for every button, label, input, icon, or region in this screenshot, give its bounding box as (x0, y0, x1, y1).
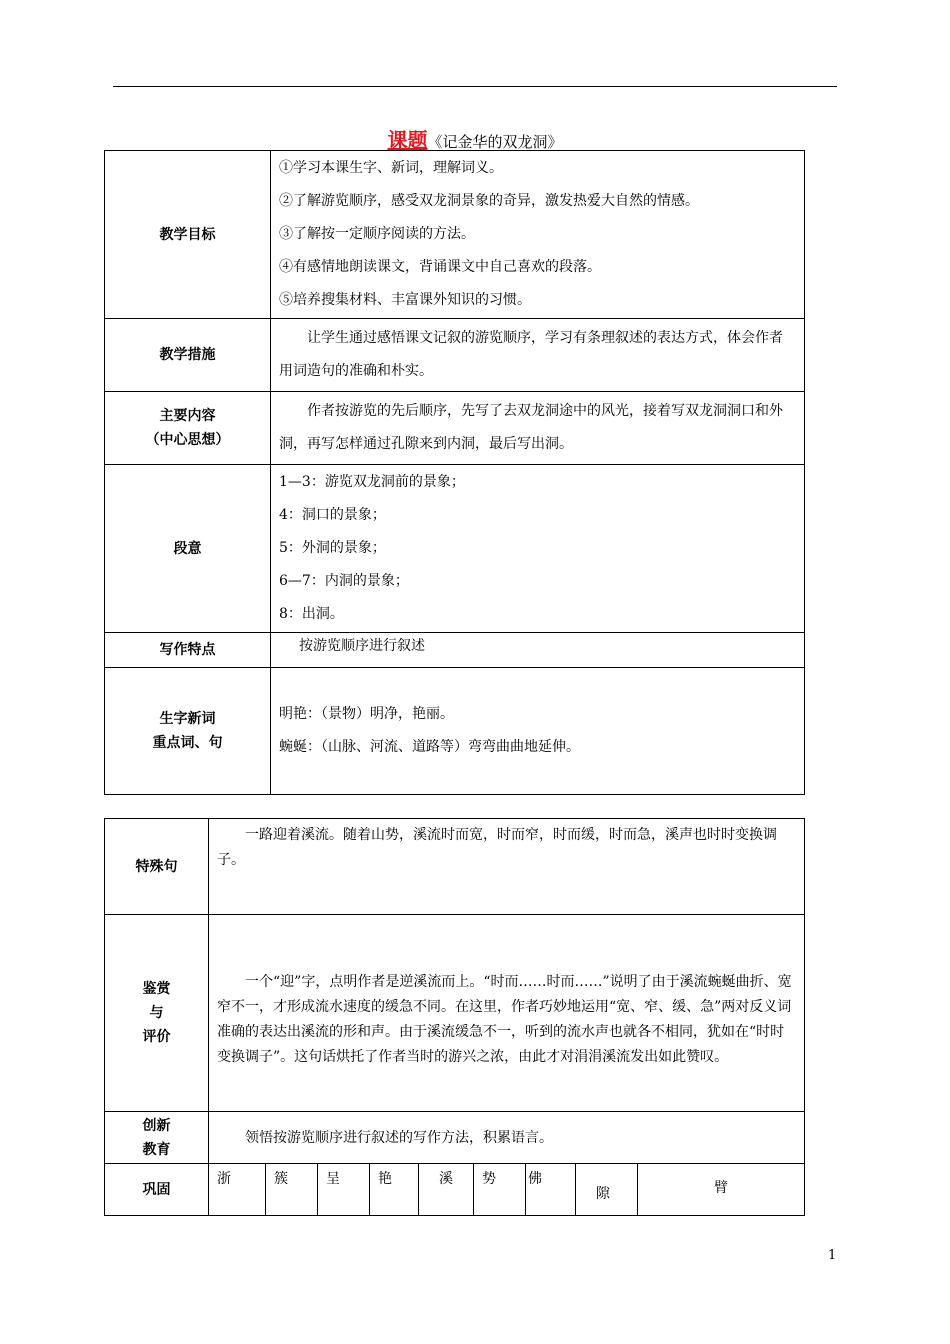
appreciation-text: 一个“迎”字，点明作者是逆溪流而上。“时而……时而……”说明了由于溪流蜿蜒曲折、宽窄不一，才形成流水速度的缓急不同。在这里，作者巧妙地运用“宽、窄、缓、急”两对反义词准确的表达出溪流的形和声。由于溪流缓急不一，听到的流水声也就各不相同，犹如在“时时变换调子”。这句话烘托了作者当时的游兴之浓，由此才对涓涓溪流发出如此赞叹。 (217, 974, 792, 1065)
goal-item: ⑤培养搜集材料、丰富课外知识的习惯。 (279, 292, 531, 308)
writing-text: 按游览顺序进行叙述 (299, 638, 425, 654)
words-list (271, 668, 805, 795)
special-text: 一路迎着溪流。随着山势，溪流时而宽，时而窄，时而缓，时而急，溪声也时时变换调子。 (217, 827, 777, 868)
paragraphs-list (271, 465, 805, 633)
appreciation-label-1: 鉴赏 (142, 981, 171, 997)
title-text: 《记金华的双龙洞》 (427, 133, 563, 151)
appreciation-label (105, 915, 209, 1112)
measures-label: 教学措施 (105, 319, 271, 392)
words-label-2: 重点词、句 (152, 735, 223, 751)
main-content-label-1: 主要内容 (159, 408, 216, 424)
innovation-label (105, 1112, 209, 1164)
innovation-label-2: 教育 (142, 1141, 171, 1158)
appreciation-label-2: 与 (149, 1005, 164, 1021)
goal-item: ④有感情地朗读课文，背诵课文中自己喜欢的段落。 (279, 259, 601, 275)
words-label (105, 668, 271, 795)
goal-item: ③了解按一定顺序阅读的方法。 (279, 226, 475, 242)
lesson-plan-table (104, 150, 805, 795)
writing-label: 写作特点 (105, 633, 271, 668)
paragraph-item: 5：外洞的景象； (279, 540, 386, 556)
appreciation-row (105, 915, 805, 1112)
title-prefix: 课题 (387, 128, 428, 152)
word-item: 蜿蜒：（山脉、河流、道路等）弯弯曲曲地延伸。 (279, 739, 580, 755)
paragraph-item: 1—3：游览双龙洞前的景象； (279, 474, 465, 490)
paragraph-item: 8：出洞。 (279, 606, 344, 622)
consolidate-label: 巩固 (105, 1164, 209, 1216)
word-item: 明艳：（景物）明净，艳丽。 (279, 706, 454, 722)
paragraph-item: 6—7：内洞的景象； (279, 573, 409, 589)
lesson-title (0, 124, 950, 153)
page-number: 1 (828, 1248, 837, 1263)
appreciation-table (104, 818, 805, 1216)
goal-item: ①学习本课生字、新词，理解词义。 (279, 160, 503, 176)
consolidate-char: 隙 (576, 1164, 638, 1216)
consolidate-char: 溪 (419, 1164, 474, 1216)
paragraph-item: 4：洞口的景象； (279, 507, 386, 523)
innovation-label-1: 创新 (142, 1117, 171, 1134)
consolidate-char: 簇 (266, 1164, 318, 1216)
consolidate-char: 佛 (526, 1164, 576, 1216)
measures-row (105, 319, 805, 392)
main-content-row (105, 392, 805, 465)
measures-text: 让学生通过感悟课文记叙的游览顺序，学习有条理叙述的表达方式，体会作者用词造句的准确和朴实。 (279, 330, 783, 379)
innovation-text: 领悟按游览顺序进行叙述的写作方法，积累语言。 (245, 1129, 553, 1146)
goals-row (105, 151, 805, 319)
special-row (105, 819, 805, 915)
goals-list (271, 151, 805, 319)
main-content-label (105, 392, 271, 465)
words-label-1: 生字新词 (159, 711, 216, 727)
special-label: 特殊句 (105, 819, 209, 915)
appreciation-label-3: 评价 (142, 1029, 171, 1045)
paragraphs-label: 段意 (105, 465, 271, 633)
words-row (105, 668, 805, 795)
consolidate-char: 呈 (318, 1164, 370, 1216)
paragraphs-row (105, 465, 805, 633)
header-rule (113, 86, 837, 87)
consolidate-row (105, 1164, 805, 1216)
consolidate-char: 浙 (209, 1164, 266, 1216)
main-content-label-2: （中心思想） (145, 432, 230, 448)
goals-label: 教学目标 (105, 151, 271, 319)
consolidate-char: 艳 (370, 1164, 419, 1216)
consolidate-char: 势 (474, 1164, 526, 1216)
consolidate-char: 臂 (638, 1164, 805, 1216)
main-content-text: 作者按游览的先后顺序，先写了去双龙洞途中的风光，接着写双龙洞洞口和外洞，再写怎样通过孔隙来到内洞，最后写出洞。 (279, 403, 783, 452)
writing-row (105, 633, 805, 668)
goal-item: ②了解游览顺序，感受双龙洞景象的奇异，激发热爱大自然的情感。 (279, 193, 699, 209)
innovation-row (105, 1112, 805, 1164)
